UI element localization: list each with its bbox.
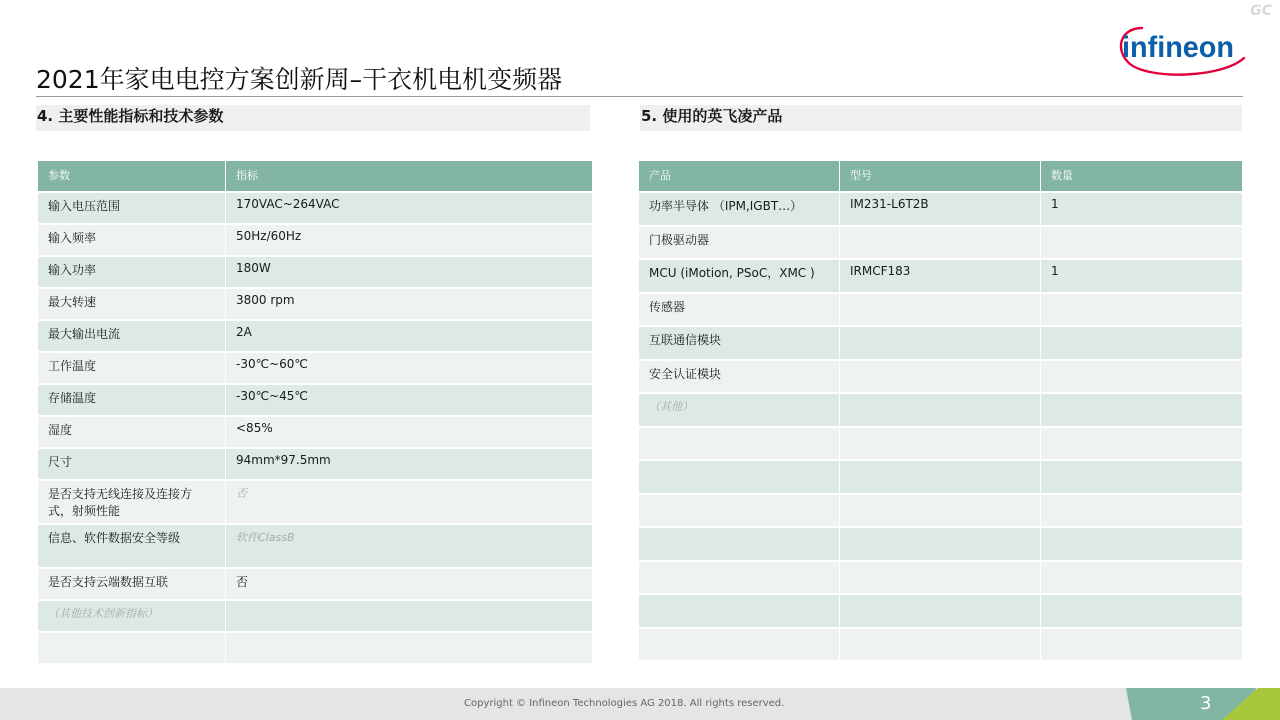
- title-divider: [36, 96, 1243, 97]
- product-qty: [1041, 294, 1242, 328]
- spec-param: （其他技术创新指标）: [38, 601, 226, 633]
- column-header-param: 参数: [38, 161, 226, 193]
- spec-param: 输入功率: [38, 257, 226, 289]
- product-name: [639, 495, 840, 529]
- table-row: [639, 394, 1242, 428]
- specs-table: [38, 161, 592, 665]
- table-row: [38, 193, 592, 225]
- table-row: [38, 257, 592, 289]
- spec-value: 否: [226, 569, 592, 601]
- column-header-product: 产品: [639, 161, 840, 193]
- spec-value: 否: [226, 481, 592, 525]
- watermark-gc: GC: [1250, 3, 1272, 19]
- column-header-qty: 数量: [1041, 161, 1242, 193]
- logo-wordmark: infineon: [1122, 31, 1234, 64]
- table-row: [38, 449, 592, 481]
- product-qty: [1041, 394, 1242, 428]
- product-model: [840, 495, 1041, 529]
- spec-value: 软件ClassB: [226, 525, 592, 569]
- products-header-row: [639, 161, 1242, 193]
- spec-value: [226, 633, 592, 665]
- spec-value: <85%: [226, 417, 592, 449]
- table-row: [38, 481, 592, 525]
- product-name: 传感器: [639, 294, 840, 328]
- table-row: [639, 595, 1242, 629]
- product-model: [840, 595, 1041, 629]
- product-qty: [1041, 629, 1242, 663]
- infineon-logo: [1112, 20, 1252, 80]
- spec-param: 信息、软件数据安全等级: [38, 525, 226, 569]
- product-name: [639, 595, 840, 629]
- table-row: [639, 528, 1242, 562]
- product-qty: [1041, 227, 1242, 261]
- table-row: [38, 353, 592, 385]
- product-model: [840, 428, 1041, 462]
- product-model: [840, 361, 1041, 395]
- spec-value: -30℃~45℃: [226, 385, 592, 417]
- spec-value: -30℃~60℃: [226, 353, 592, 385]
- product-qty: [1041, 327, 1242, 361]
- spec-value: 170VAC~264VAC: [226, 193, 592, 225]
- product-name: [639, 461, 840, 495]
- copyright-text: Copyright © Infineon Technologies AG 2018. All rights reserved.: [464, 698, 785, 709]
- product-qty: 1: [1041, 193, 1242, 227]
- product-model: [840, 327, 1041, 361]
- spec-value: 2A: [226, 321, 592, 353]
- table-row: [38, 525, 592, 569]
- table-row: [639, 260, 1242, 294]
- table-row: [639, 193, 1242, 227]
- page-number: 3: [1200, 693, 1212, 714]
- product-model: [840, 528, 1041, 562]
- product-model: IRMCF183: [840, 260, 1041, 294]
- spec-param: 湿度: [38, 417, 226, 449]
- product-qty: [1041, 461, 1242, 495]
- spec-param: [38, 633, 226, 665]
- product-name: [639, 528, 840, 562]
- product-qty: [1041, 528, 1242, 562]
- product-name: MCU (iMotion, PSoC，XMC ): [639, 260, 840, 294]
- spec-value: 3800 rpm: [226, 289, 592, 321]
- table-row: [639, 495, 1242, 529]
- spec-param: 尺寸: [38, 449, 226, 481]
- spec-param: 是否支持云端数据互联: [38, 569, 226, 601]
- table-row: [639, 227, 1242, 261]
- table-row: [639, 327, 1242, 361]
- product-name: （其他）: [639, 394, 840, 428]
- product-name: [639, 428, 840, 462]
- specs-section-heading: 4. 主要性能指标和技术参数: [36, 105, 590, 131]
- product-model: [840, 294, 1041, 328]
- product-model: IM231-L6T2B: [840, 193, 1041, 227]
- table-row: [38, 569, 592, 601]
- product-qty: [1041, 428, 1242, 462]
- product-model: [840, 461, 1041, 495]
- product-qty: [1041, 562, 1242, 596]
- product-name: 功率半导体 （IPM,IGBT…）: [639, 193, 840, 227]
- products-section-heading: 5. 使用的英飞凌产品: [640, 105, 1242, 131]
- table-row: [38, 417, 592, 449]
- table-row: [639, 629, 1242, 663]
- product-model: [840, 394, 1041, 428]
- table-row: [38, 633, 592, 665]
- table-row: [38, 289, 592, 321]
- spec-value: 94mm*97.5mm: [226, 449, 592, 481]
- product-model: [840, 227, 1041, 261]
- product-qty: [1041, 595, 1242, 629]
- table-row: [38, 225, 592, 257]
- table-row: [38, 321, 592, 353]
- spec-param: 工作温度: [38, 353, 226, 385]
- column-header-value: 指标: [226, 161, 592, 193]
- spec-value: [226, 601, 592, 633]
- table-row: [38, 601, 592, 633]
- table-row: [639, 562, 1242, 596]
- table-row: [639, 428, 1242, 462]
- product-model: [840, 629, 1041, 663]
- spec-param: 最大输出电流: [38, 321, 226, 353]
- product-name: [639, 562, 840, 596]
- table-row: [639, 294, 1242, 328]
- spec-param: 输入频率: [38, 225, 226, 257]
- product-model: [840, 562, 1041, 596]
- spec-param: 是否支持无线连接及连接方式，射频性能: [38, 481, 226, 525]
- table-row: [639, 361, 1242, 395]
- table-row: [639, 461, 1242, 495]
- product-qty: 1: [1041, 260, 1242, 294]
- column-header-model: 型号: [840, 161, 1041, 193]
- product-qty: [1041, 361, 1242, 395]
- product-qty: [1041, 495, 1242, 529]
- specs-header-row: [38, 161, 592, 193]
- spec-param: 输入电压范围: [38, 193, 226, 225]
- spec-value: 180W: [226, 257, 592, 289]
- page-title: 2021年家电电控方案创新周–干衣机电机变频器: [36, 65, 563, 94]
- product-name: 互联通信模块: [639, 327, 840, 361]
- product-name: 门极驱动器: [639, 227, 840, 261]
- table-row: [38, 385, 592, 417]
- product-name: 安全认证模块: [639, 361, 840, 395]
- spec-param: 存储温度: [38, 385, 226, 417]
- product-name: [639, 629, 840, 663]
- spec-value: 50Hz/60Hz: [226, 225, 592, 257]
- products-table: [639, 161, 1242, 662]
- spec-param: 最大转速: [38, 289, 226, 321]
